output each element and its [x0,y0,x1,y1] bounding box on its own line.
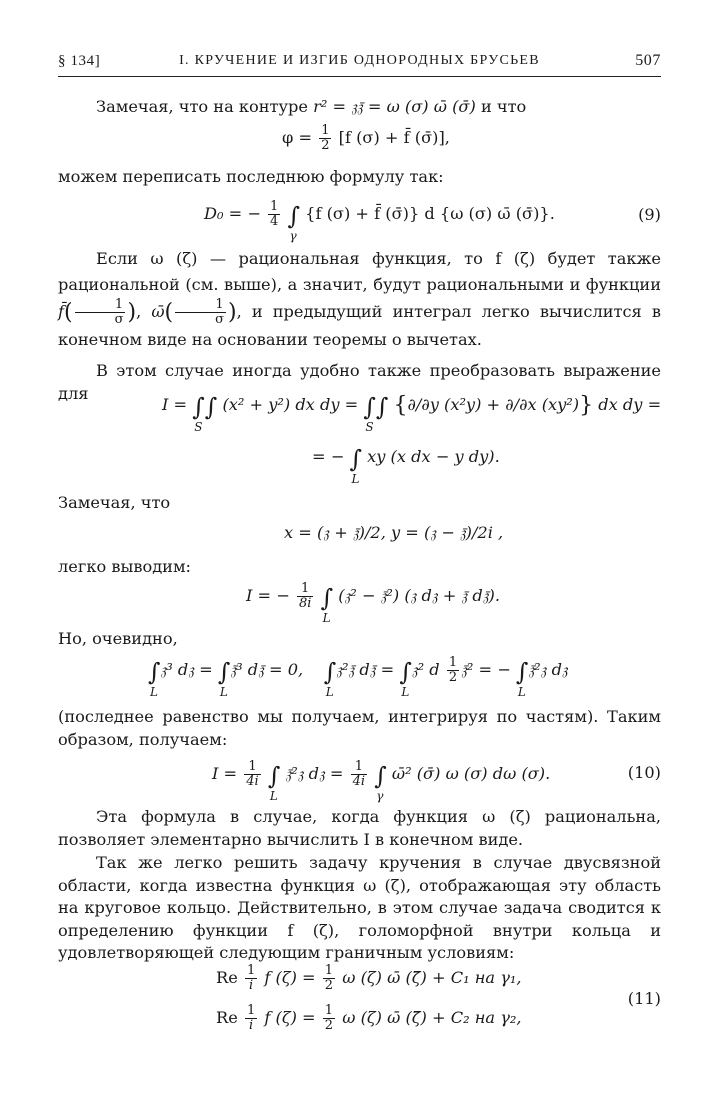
formula-boundary-2: Re $\frac{1}{i}$ f (ζ) = $\frac{1}{2}$ ω (ζ) ω̄ (ζ̄) + C₂ на γ₂, [216,1003,522,1033]
paragraph-by-parts: (последнее равенство мы получаем, интегрируя по частям). Таким образом, получаем: [58,707,661,749]
formula-I-final: I = $\frac{1}{4i}$ ∫ L 𝔷̄²𝔷 d𝔷 = $\frac{1}{4i}$ ∫ γ ω̄² (σ̄) ω (σ) dω (σ). [212,759,551,803]
formula-obvious: ∫ L 𝔷³ d𝔷 = ∫ L 𝔷̄³ d𝔷̄ = 0, ∫ L 𝔷²𝔷̄ d𝔷̄ = ∫ L 𝔷² d $\frac{1}{2}$ 𝔷̄² = − ∫ L 𝔷̄²𝔷 d𝔷 [148,655,568,699]
text-line: Замечая, что [58,493,171,512]
formula-I-double: I = ∫∫ S (x² + y²) dx dy = ∫∫ S {∂/∂y (x²y) + ∂/∂x (xy²)} dx dy = [162,393,662,434]
formula-phi: φ = $\frac{1}{2}$ [f (σ) + f̄ (σ̄)], [282,123,450,153]
running-header [58,50,661,72]
fraction: $\frac{1}{2}$ [321,123,330,153]
text-line: Но, очевидно, [58,629,178,648]
equation-number-11: (11) [627,989,661,1008]
header-rule [58,76,661,77]
page-number: 507 [635,52,661,69]
formula-xy: x = (𝔷 + 𝔷̄)/2, y = (𝔷 − 𝔷̄)/2i , [284,523,504,542]
formula-I-line: = − ∫ L xy (x dx − y dy). [312,445,500,486]
chapter-title: I. КРУЧЕНИЕ И ИЗГИБ ОДНОРОДНЫХ БРУСЬЕВ [179,53,540,68]
section-number: § 134] [58,53,101,69]
equation-number-9: (9) [638,205,661,224]
formula-I-complex: I = − $\frac{1}{8i}$ ∫ L (𝔷² − 𝔷̄²) (𝔷 d𝔷 + 𝔷̄ d𝔷̄). [246,581,500,625]
equation-number-10: (10) [627,763,661,782]
text-line: можем переписать последнюю формулу так: [58,167,444,186]
text-line: Замечая, что на контуре r² = 𝔷𝔷̄ = ω (σ) ω̄ (σ̄) и что [96,97,527,116]
paragraph-rational-function: Если ω (ζ) — рациональная функция, то f (ζ) будет также рациональной (см. выше), а значит, будут рациональными и функции f̄( $\frac{1}{\sigma}$ ), ω̄( $\frac{1}{\sigma}$ ), и предыдущий интеграл легко вычислится в конечном виде на основании теоремы о вычетах. [58,249,661,349]
formula-contour: r² = 𝔷𝔷̄ = ω (σ) ω̄ (σ̄) [313,97,476,116]
paragraph-transform: В этом случае иногда удобно также преобразовать выражение для [58,361,661,403]
paragraph-doubly-connected: Так же легко решить задачу кручения в случае двусвязной области, когда известна функция ω (ζ), отображающая эту область на круговое кольцо. Действительно, в этом случае задача сводится к определению функции f (ζ), голоморфной внутри кольца и удовлетворяющей следующим граничным условиям: [58,853,661,962]
formula-boundary-1: Re $\frac{1}{i}$ f (ζ) = $\frac{1}{2}$ ω (ζ) ω̄ (ζ̄) + C₁ на γ₁, [216,963,522,993]
text-line: легко выводим: [58,557,192,576]
formula-d0: D₀ = − $\frac{1}{4}$ ∫ γ {f (σ) + f̄ (σ̄)} d {ω (σ) ω̄ (σ̄)}. [204,199,555,243]
paragraph-elementary: Эта формула в случае, когда функция ω (ζ) рациональна, позволяет элементарно вычислить I в конечном виде. [58,807,661,849]
